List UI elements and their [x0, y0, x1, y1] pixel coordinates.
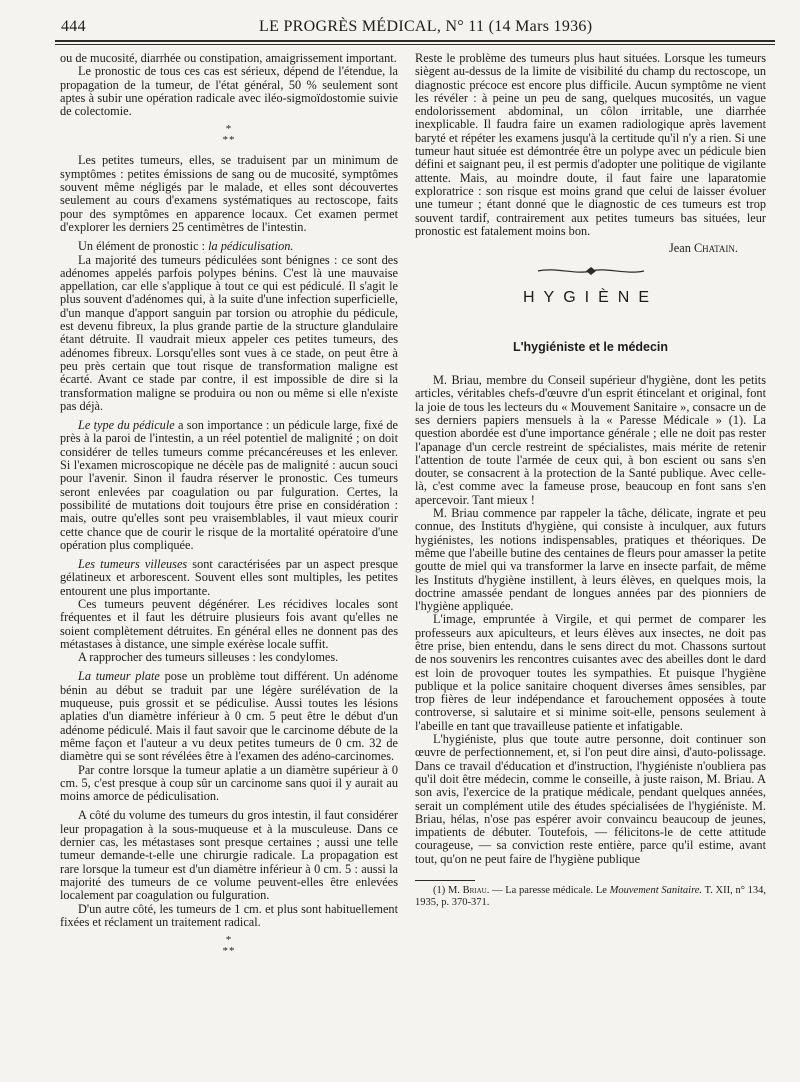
article-body [415, 374, 766, 866]
paragraph: Les petites tumeurs, elles, se traduisent par un minimum de symptômes : petites émissions de sang ou de mucosité, symptômes souvent même négligés par le malade, et elles sont découvertes seulement au cours d'examens systématiques au rectoscope, faits pour des symptômes en apparence locaux. Cet examen permet d'explorer les derniers 25 centimètres de l'intestin. [60, 153, 398, 234]
header-rule-thin [55, 44, 775, 45]
header-rule-thick [55, 40, 775, 42]
footnote: (1) M. Briau. — La paresse médicale. Le Mouvement Sanitaire. T. XII, n° 134, 1935, p. 370-371. [415, 885, 766, 909]
end-separator: * ** [222, 934, 236, 958]
footnote-rule [415, 880, 475, 881]
paragraph: Par contre lorsque la tumeur aplatie a un diamètre supérieur à 0 cm. 5, c'est presque à coup sûr un carcinome sans quoi il y aurait au moins amorce de pédiculisation. [60, 762, 398, 804]
paragraph: A rapprocher des tumeurs silleuses : les condylomes. [78, 650, 339, 665]
ornament-divider-icon [536, 265, 646, 277]
paragraph: La tumeur plate pose un problème tout différent. Un adénome bénin au début se traduit par une légère surélévation de la muqueuse, puis grossit et se pédiculise. Aussi toutes les lésions aplaties d'un diamètre inférieur à 0 cm. 5 peut être le début d'un adénome pédiculé. Mais il faut savoir que le carcinome débute de la même façon et l'auteur a vu deux petites tumeurs de 0 cm. 32 de diamètre qui se sont révélées être à l'examen des adéno-carcinomes. [60, 669, 398, 764]
journal-title: LE PROGRÈS MÉDICAL, N° 11 (14 Mars 1936) [259, 18, 593, 35]
paragraph: ou de mucosité, diarrhée ou constipation, amaigrissement important. [60, 51, 397, 65]
paragraph: D'un autre côté, les tumeurs de 1 cm. et plus sont habituellement fixées et réclament un traitement radical. [60, 901, 398, 929]
paragraph: Le type du pédicule a son importance : un pédicule large, fixé de près à la paroi de l'intestin, a un réel potentiel de malignité ; on doit considérer de telles tumeurs comme précancéreuses et les enlever. Si l'examen microscopique ne décèle pas de malignité : aucun souci pour l'avenir. Sinon il faudra réserver le pronostic. Ces tumeurs seront enlevées par coagulation ou par fulguration. Certes, la possibilité de mutations doit toujours être prise en considération : mais, outre qu'elles sont peu vraisemblables, il vaut mieux courir cette chance que de courir le risque de la mortalité opératoire d'une opération plus compliquée. [60, 418, 398, 552]
article-title: L'hygiéniste et le médecin [512, 339, 669, 354]
paragraph: M. Briau, membre du Conseil supérieur d'hygiène, dont les petits articles, véritables chefs-d'œuvre d'un esprit étincelant et original, font la joie de tous les lecteurs du « Mouvement Sanitaire », consacre un de ses derniers papiers mensuels à la « Paresse Médicale » (1). La question abordée est d'une importance générale ; elle ne doit pas rester l'apanage d'un cercle restreint de spécialistes, mais mérite de retenir l'attention de toute l'armée de ceux qui, à bon escient ou sans s'en douter, se consacrent à la protection de la Santé publique. Avec celle-là, c'est comme avec la fameuse prose, beaucoup en font sans s'en apercevoir. Tant mieux ! [415, 373, 766, 507]
right-column [415, 52, 766, 909]
page-number: 444 [61, 18, 86, 35]
paragraph: L'hygiéniste, plus que toute autre personne, doit continuer son œuvre de perfectionnement, et, si l'on peut dire ainsi, d'auto-polissage. Dans ce travail d'éducation et d'instruction, l'hygiéniste n'oubliera pas qu'il doit être médecin, comme le conseille, à juste raison, M. Briau. A son avis, l'exercice de la pratique médicale, pendant quelques années, serait un complément utile des études spécialisées de l'hygiéniste. M. Briau, hélas, n'ose pas espérer avoir convaincu beaucoup de jeunes, impatients de débuter. Toutefois, — félicitons-le de cette attitude courageuse, — sa conviction reste entière, parce qu'il estime, avant tout, qu'on ne peut faire de l'hygiène publique [415, 732, 766, 866]
paragraph: Un élément de pronostic : la pédiculisation. [78, 239, 294, 254]
paragraph: Ces tumeurs peuvent dégénérer. Les récidives locales sont fréquentes et il faut les détruire plusieurs fois avant qu'elles ne soient complètement détruites. En général elles ne donnent pas des métastases à distance, une simple exérèse locale suffit. [60, 596, 398, 651]
paragraph: Les tumeurs villeuses sont caractérisées par un aspect presque gélatineux et arborescent. Souvent elles sont multiples, les petites entourent une plus importante. [60, 557, 398, 598]
section-heading: HYGIÈNE [522, 289, 658, 307]
paragraph: M. Briau commence par rappeler la tâche, délicate, ingrate et peu connue, des Instituts d'hygiène, qui consiste à inculquer, aux futurs hygiénistes, les notions indispensables, pratiques et théoriques. De même que l'abeille butine des centaines de fleurs pour amasser la petite goutte de miel qui va transformer la larve en insecte parfait, de même les Instituts d'hygiène instillent, à leurs élèves, en quelques mois, la doctrine amassée pendant de longues années par des pionniers de l'hygiène appliquée. [415, 506, 766, 614]
paragraph: Le pronostic de tous ces cas est sérieux, dépend de l'étendue, la propagation de la tumeur, de l'état général, 50 % seulement sont aptes à subir une opération radicale avec iléo-sigmoïdostomie suivie de colectomie. [60, 64, 398, 119]
left-column [60, 52, 398, 965]
paragraph: L'image, empruntée à Virgile, et qui permet de comparer les professeurs aux apiculteurs, et leurs élèves aux insectes, ne doit pas être prise, bien entendu, dans le sens direct du mot. Chassons surtout de nos souvenirs les rencontres cuisantes avec des abeilles dont le dard est loin de provoquer toutes les sympathies. Et puisque l'hygiène publique et la police sanitaire choquent diverses âmes sensibles, par trop fières de leur indépendance et farouchement opposées à toute controverse, si salutaire et si minime soit-elle, pensons seulement à l'abeille en tant que travailleuse patiente et infatigable. [415, 612, 766, 733]
section-separator: * ** [222, 123, 236, 147]
paragraph: La majorité des tumeurs pédiculées sont bénignes : ce sont des adénomes appelés parfois polypes bénins. C'est là une mauvaise appellation, car elle s'applique à tout ce qui est pédiculé. Il s'agit le plus souvent d'adénomes qui, à la suite d'une infection superficielle, d'un manque d'apport sanguin par torsion ou atrophie du pédicule, est devenu fibreux, la plus grande partie de la structure glandulaire étant détruite. Il vaudrait mieux appeler ces petites tumeurs, des adénomes fibreux. Lorsqu'elles sont vues à ce stade, on peut être à peu près certain que tout risque de transformation maligne est écarté. Avant ce stade par contre, il est impossible de dire si la transformation maligne se produira ou non ou même si elle n'existe pas déjà. [60, 252, 398, 413]
paragraph: A côté du volume des tumeurs du gros intestin, il faut considérer leur propagation à la sous-muqueuse et à la musculeuse. Dans ce dernier cas, les métastases sont presque certaines ; aussi une telle tumeur demande-t-elle une chirurgie radicale. La propagation est rare lorsque la tumeur est d'un diamètre inférieur à 0 cm. 5 : aussi la majorité des tumeurs de ce volume peuvent-elles être enlevées localement par coagulation ou fulguration. [60, 808, 398, 903]
paragraph: Reste le problème des tumeurs plus haut situées. Lorsque les tumeurs siègent au-dessus de la limite de visibilité du champ du rectoscope, un diagnostic précoce est encore plus difficile. Aucun symptôme ne vient les révéler : à peine un peu de sang, quelques mucosités, un vague endolorissement abdominal, un côlon irritable, une diarrhée inexplicable. Il faudra faire un examen radiologique après lavement baryté et répéter les examens jusqu'à la certitude qu'il n'y a rien. Si une tumeur haut située est démontrée être un polype avec un pédicule bien défini et saignant peu, il est permis d'adopter une politique de vigilante attente. Mais, au moindre doute, il faut faire une laparatomie exploratrice : son risque est moins grand que celui de laisser évoluer une tumeur ; étant donné que le diagnostic de ces tumeurs est trop souvent tardif, contrairement aux petites tumeurs bas situées, leur pronostic est fatalement moins bon. [415, 51, 766, 238]
author-signature: Jean Chatain. [669, 241, 738, 256]
page-header [55, 16, 775, 40]
